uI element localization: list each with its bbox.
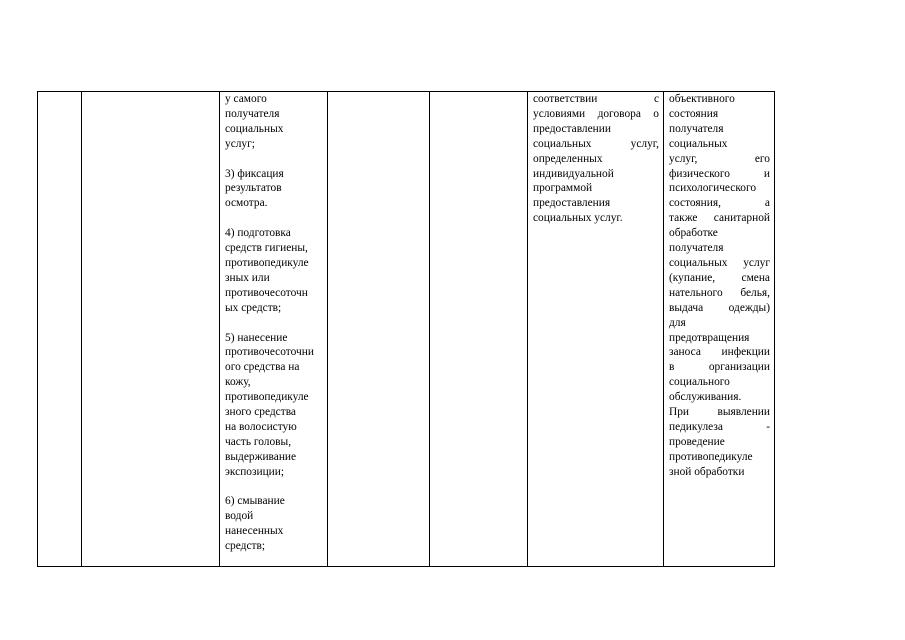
text-line: заноса инфекции bbox=[669, 346, 770, 359]
text-line: социальных bbox=[669, 137, 728, 150]
text-line: индивидуальной bbox=[533, 167, 614, 180]
text-line: предотвращения bbox=[669, 331, 750, 344]
text-line: для bbox=[669, 316, 686, 329]
text-line: физического и bbox=[669, 167, 770, 180]
table-row bbox=[38, 92, 775, 567]
text-line: условиями договора о bbox=[533, 107, 659, 120]
text-line: объективного bbox=[669, 93, 735, 105]
text-line: получателя bbox=[669, 122, 724, 135]
text-line: социального bbox=[669, 376, 730, 389]
cell-tariff bbox=[430, 92, 528, 567]
text-line: услуг, его bbox=[669, 152, 770, 165]
text-line: также санитарной bbox=[669, 212, 770, 225]
text-line: При выявлении bbox=[669, 406, 770, 419]
text-line: социальных услуг bbox=[669, 256, 770, 269]
text-line: социальных услуг, bbox=[533, 137, 659, 150]
text-line: соответствии с bbox=[533, 93, 659, 105]
text-line: выдача одежды) bbox=[669, 301, 770, 314]
text-line: состояния bbox=[669, 107, 719, 120]
conditions-text bbox=[533, 92, 659, 226]
quality-indicators-text bbox=[669, 92, 770, 480]
text-line: получателя bbox=[669, 242, 724, 255]
text-line: противопедикуле bbox=[669, 450, 753, 463]
services-table bbox=[37, 91, 775, 567]
text-line: предоставлении bbox=[533, 122, 611, 135]
cell-quality-indicators bbox=[664, 92, 775, 567]
text-line: проведение bbox=[669, 435, 725, 448]
text-line: в организации bbox=[669, 361, 770, 374]
text-line: зной обработки bbox=[669, 465, 745, 478]
cell-service-name bbox=[82, 92, 220, 567]
text-line: предоставления bbox=[533, 197, 611, 210]
text-line: программой bbox=[533, 182, 593, 195]
cell-norms bbox=[328, 92, 430, 567]
text-line: психологического bbox=[669, 182, 757, 195]
cell-number bbox=[38, 92, 82, 567]
text-line: нательного белья, bbox=[669, 286, 770, 299]
cell-service-description bbox=[220, 92, 328, 567]
cell-conditions bbox=[528, 92, 664, 567]
text-line: (купание, смена bbox=[669, 271, 770, 284]
text-line: педикулеза - bbox=[669, 420, 770, 433]
text-line: обработке bbox=[669, 227, 718, 240]
text-line: определенных bbox=[533, 152, 603, 165]
text-line: состояния, а bbox=[669, 197, 770, 210]
text-line: обслуживания. bbox=[669, 391, 742, 404]
text-line: социальных услуг. bbox=[533, 212, 623, 225]
service-description-text: у самого получателя социальных услуг; 3) фиксация результатов осмотра. 4) подготовка средств гигиены, противопедикуле зных или противочесоточн ых средств; 5) нанесение противочесоточни ого средства на кожу, противопедикуле зного средства на волосистую часть головы, выдерживание экспозиции; 6) смывание водой нанесенных средств; bbox=[225, 93, 314, 553]
